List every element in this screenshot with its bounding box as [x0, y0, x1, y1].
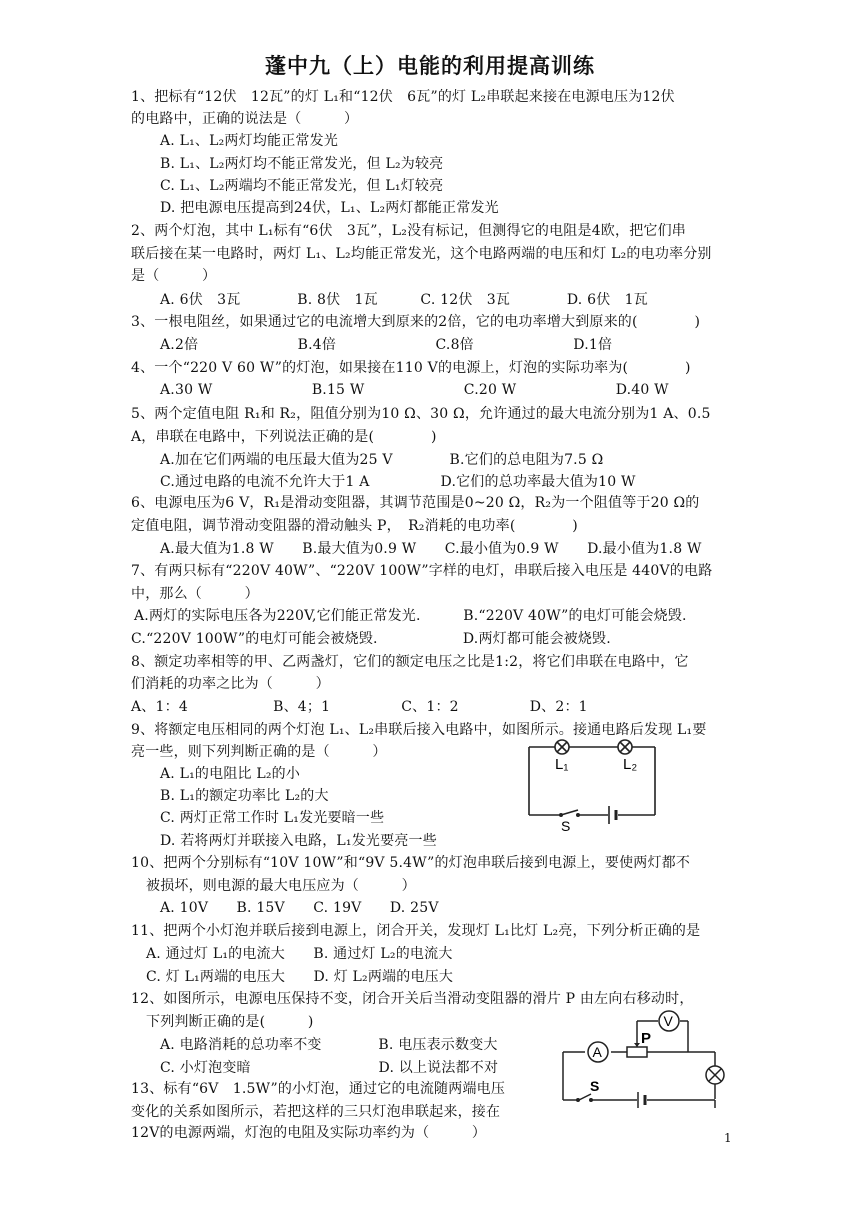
text-line: D. 把电源电压提高到24伏，L₁、L₂两灯都能正常发光	[160, 200, 499, 216]
text-line: A. 通过灯 L₁的电流大 B. 通过灯 L₂的电流大	[146, 946, 453, 962]
text-line: 定值电阻，调节滑动变阻器的滑动触头 P， R₂消耗的电功率( )	[131, 518, 578, 534]
switch-contact-icon	[576, 813, 580, 817]
text-line: 联后接在某一电路时，两灯 L₁、L₂均能正常发光，这个电路两端的电压和灯 L₂的电功率分别	[131, 246, 712, 262]
page-number: 1	[724, 1131, 732, 1145]
text-line: 下列判断正确的是( )	[146, 1014, 314, 1030]
switch-contact-icon	[576, 1098, 580, 1102]
text-line: 变化的关系如图所示，若把这样的三只灯泡串联起来，接在	[131, 1104, 501, 1120]
voltmeter-icon	[659, 1011, 679, 1031]
text-line: 4、一个“220 V 60 W”的灯泡，如果接在110 V的电源上，灯泡的实际功率为( )	[131, 360, 691, 376]
switch-contact-icon	[559, 813, 563, 817]
page-title: 蓬中九（上）电能的利用提高训练	[265, 54, 595, 78]
text-line: C. L₁、L₂两端均不能正常发光，但 L₁灯较亮	[160, 178, 444, 194]
text-line: A. 电路消耗的总功率不变 B. 电压表示数变大	[160, 1037, 498, 1053]
text-line: 11、把两个小灯泡并联后接到电源上，闭合开关，发现灯 L₁比灯 L₂亮，下列分析正确的是	[131, 923, 701, 939]
text-line: C. 灯 L₁两端的电压大 D. 灯 L₂两端的电压大	[146, 969, 454, 985]
text-line: 12V的电源两端，灯泡的电阻及实际功率约为（ ）	[131, 1125, 487, 1141]
text-line: A、1：4 B、4；1 C、1：2 D、2：1	[131, 699, 588, 715]
voltmeter-label: V	[663, 1013, 673, 1029]
text-line: A，串联在电路中，下列说法正确的是( )	[131, 429, 437, 445]
text-line: A.2倍 B.4倍 C.8倍 D.1倍	[160, 337, 613, 353]
battery-icon	[638, 1092, 645, 1108]
circuit-diagram-q9	[525, 732, 660, 832]
switch-label: S	[590, 1078, 600, 1094]
text-line: 13、标有“6V 1.5W”的小灯泡，通过它的电流随两端电压	[131, 1081, 506, 1097]
lamp-icon	[555, 740, 569, 754]
text-line: A. 10V B. 15V C. 19V D. 25V	[160, 900, 439, 916]
text-line: C.“220V 100W”的电灯可能会被烧毁. D.两灯都可能会被烧毁.	[131, 631, 611, 647]
text-line: 中，那么（ ）	[131, 586, 259, 602]
text-line: 是（ ）	[131, 268, 217, 284]
text-line: B. L₁、L₂两灯均不能正常发光，但 L₂为较亮	[160, 156, 444, 172]
text-line: A.30 W B.15 W C.20 W D.40 W	[160, 382, 669, 398]
ammeter-label: A	[592, 1044, 602, 1060]
lamp2-label: L₂	[623, 756, 638, 773]
text-line: 被损坏，则电源的最大电压应为（ ）	[146, 878, 416, 894]
text-line: 5、两个定值电阻 R₁和 R₂，阻值分别为10 Ω、30 Ω，允许通过的最大电流分别为1 A、0.5	[131, 406, 711, 422]
text-line: 的电路中，正确的说法是（ ）	[131, 111, 359, 127]
text-line: 2、两个灯泡，其中 L₁标有“6伏 3瓦”，L₂没有标记，但测得它的电阻是4欧，把它们串	[131, 223, 687, 239]
lamp1-label: L₁	[555, 756, 569, 773]
text-line: D. 若将两灯并联接入电路，L₁发光要亮一些	[160, 833, 437, 849]
text-line: 们消耗的功率之比为（ ）	[131, 676, 330, 692]
text-line: C. 小灯泡变暗 D. 以上说法都不对	[160, 1060, 499, 1076]
text-line: 6、电源电压为6 V，R₁是滑动变阻器，其调节范围是0~20 Ω，R₂为一个阻值等于20 Ω的	[131, 495, 700, 511]
switch-label: S	[561, 818, 571, 832]
text-line: 12、如图所示，电源电压保持不变，闭合开关后当滑动变阻器的滑片 P 由左向右移动时，	[131, 991, 694, 1007]
text-line: C. 两灯正常工作时 L₁发光要暗一些	[160, 810, 385, 826]
text-line: A.最大值为1.8 W B.最大值为0.9 W C.最小值为0.9 W D.最小值为1.8 W	[160, 541, 702, 557]
text-line: 9、将额定电压相同的两个灯泡 L₁、L₂串联后接入电路中，如图所示。接通电路后发现 L₁要	[131, 722, 707, 738]
text-line: C.通过电路的电流不允许大于1 A D.它们的总功率最大值为10 W	[160, 474, 636, 490]
rheostat-icon	[627, 1047, 647, 1057]
text-line: B. L₁的额定功率比 L₂的大	[160, 788, 329, 804]
slider-label: P	[641, 1030, 652, 1047]
text-line: 1、把标有“12伏 12瓦”的灯 L₁和“12伏 6瓦”的灯 L₂串联起来接在电源电压为12伏	[131, 89, 675, 105]
text-line: A.两灯的实际电压各为220V,它们能正常发光. B.“220V 40W”的电灯可能会烧毁.	[134, 608, 687, 624]
ammeter-icon	[588, 1042, 608, 1062]
circuit-diagram-q12	[555, 1005, 735, 1108]
lamp-icon	[706, 1066, 724, 1084]
text-line: 7、有两只标有“220V 40W”、“220V 100W”字样的电灯，串联后接入电压是 440V的电路	[131, 563, 713, 579]
text-line: A. L₁、L₂两灯均能正常发光	[160, 133, 339, 149]
text-line: 10、把两个分别标有“10V 10W”和“9V 5.4W”的灯泡串联后接到电源上，要使两灯都不	[131, 855, 691, 871]
text-line: 8、额定功率相等的甲、乙两盏灯，它们的额定电压之比是1:2，将它们串联在电路中，它	[131, 654, 689, 670]
text-line: A.加在它们两端的电压最大值为25 V B.它们的总电阻为7.5 Ω	[160, 452, 604, 468]
switch-contact-icon	[589, 1098, 593, 1102]
text-line: A. 6伏 3瓦 B. 8伏 1瓦 C. 12伏 3瓦 D. 6伏 1瓦	[160, 292, 648, 308]
text-line: 亮一些，则下列判断正确的是（ ）	[131, 744, 387, 760]
text-line: 3、一根电阻丝，如果通过它的电流增大到原来的2倍，它的电功率增大到原来的( )	[131, 314, 701, 330]
text-line: A. L₁的电阻比 L₂的小	[160, 766, 301, 782]
lamp-icon	[618, 740, 632, 754]
battery-icon	[609, 806, 616, 824]
